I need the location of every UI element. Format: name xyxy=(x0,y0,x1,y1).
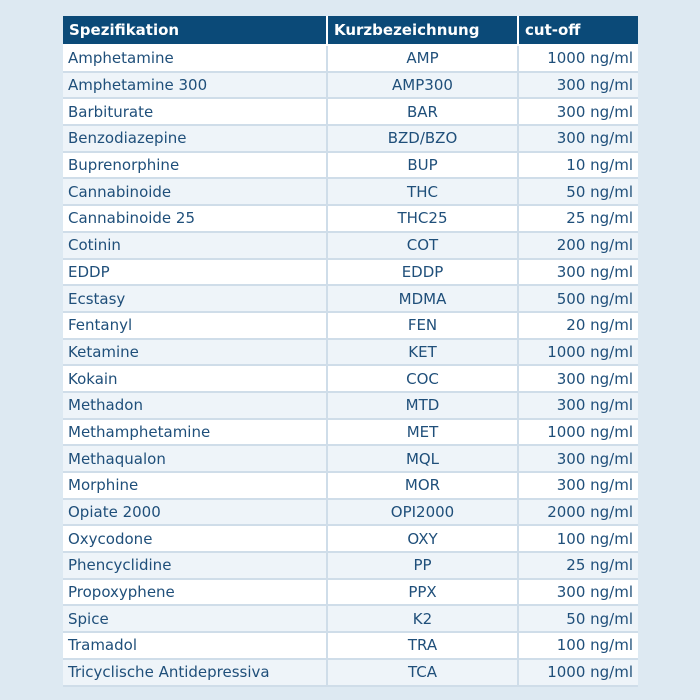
cell-cutoff: 300 ng/ml xyxy=(518,98,638,125)
table-row xyxy=(63,632,638,659)
cell-cutoff: 100 ng/ml xyxy=(518,632,638,659)
cell-abbreviation: BAR xyxy=(327,98,518,125)
cell-specification: Methadon xyxy=(63,392,327,419)
cell-abbreviation: MQL xyxy=(327,445,518,472)
cell-abbreviation: MOR xyxy=(327,472,518,499)
column-header-specification: Spezifikation xyxy=(63,16,327,45)
cell-abbreviation: COC xyxy=(327,365,518,392)
cell-cutoff: 1000 ng/ml xyxy=(518,45,638,72)
cell-abbreviation: BZD/BZO xyxy=(327,125,518,152)
cell-specification: Methaqualon xyxy=(63,445,327,472)
cell-specification: Barbiturate xyxy=(63,98,327,125)
table-row xyxy=(63,392,638,419)
table-row xyxy=(63,125,638,152)
cell-cutoff: 300 ng/ml xyxy=(518,365,638,392)
cell-specification: Buprenorphine xyxy=(63,152,327,179)
cell-cutoff: 200 ng/ml xyxy=(518,232,638,259)
cell-abbreviation: MDMA xyxy=(327,285,518,312)
cell-specification: Spice xyxy=(63,605,327,632)
cell-cutoff: 25 ng/ml xyxy=(518,552,638,579)
table-body xyxy=(63,45,638,686)
cell-specification: Benzodiazepine xyxy=(63,125,327,152)
cell-abbreviation: PP xyxy=(327,552,518,579)
table-row xyxy=(63,659,638,686)
cell-cutoff: 1000 ng/ml xyxy=(518,659,638,686)
cell-cutoff: 1000 ng/ml xyxy=(518,339,638,366)
cell-specification: Kokain xyxy=(63,365,327,392)
cell-abbreviation: K2 xyxy=(327,605,518,632)
cell-specification: Cannabinoide 25 xyxy=(63,205,327,232)
cell-cutoff: 2000 ng/ml xyxy=(518,499,638,526)
cell-specification: Ecstasy xyxy=(63,285,327,312)
cell-abbreviation: EDDP xyxy=(327,259,518,286)
cell-cutoff: 1000 ng/ml xyxy=(518,419,638,446)
table-row xyxy=(63,72,638,99)
table-header-row xyxy=(63,16,638,45)
cell-cutoff: 25 ng/ml xyxy=(518,205,638,232)
cell-abbreviation: AMP xyxy=(327,45,518,72)
cell-abbreviation: THC xyxy=(327,178,518,205)
column-header-abbreviation: Kurzbezeichnung xyxy=(327,16,518,45)
table-row xyxy=(63,445,638,472)
cell-specification: Oxycodone xyxy=(63,525,327,552)
drug-specification-table xyxy=(63,16,638,687)
cell-specification: Fentanyl xyxy=(63,312,327,339)
cell-abbreviation: KET xyxy=(327,339,518,366)
cell-specification: Cotinin xyxy=(63,232,327,259)
cell-abbreviation: AMP300 xyxy=(327,72,518,99)
cell-cutoff: 50 ng/ml xyxy=(518,605,638,632)
table-row xyxy=(63,579,638,606)
cell-cutoff: 20 ng/ml xyxy=(518,312,638,339)
cell-cutoff: 300 ng/ml xyxy=(518,472,638,499)
table-row xyxy=(63,285,638,312)
column-header-cutoff: cut-off xyxy=(518,16,638,45)
cell-abbreviation: PPX xyxy=(327,579,518,606)
cell-specification: Amphetamine xyxy=(63,45,327,72)
cell-abbreviation: FEN xyxy=(327,312,518,339)
cell-cutoff: 300 ng/ml xyxy=(518,125,638,152)
cell-cutoff: 100 ng/ml xyxy=(518,525,638,552)
cell-cutoff: 10 ng/ml xyxy=(518,152,638,179)
table-row xyxy=(63,339,638,366)
table-row xyxy=(63,259,638,286)
table-row xyxy=(63,98,638,125)
cell-cutoff: 300 ng/ml xyxy=(518,72,638,99)
drug-specification-table-container xyxy=(63,16,638,687)
cell-specification: EDDP xyxy=(63,259,327,286)
table-row xyxy=(63,605,638,632)
table-row xyxy=(63,472,638,499)
table-row xyxy=(63,499,638,526)
cell-cutoff: 300 ng/ml xyxy=(518,445,638,472)
cell-cutoff: 300 ng/ml xyxy=(518,579,638,606)
cell-abbreviation: OPI2000 xyxy=(327,499,518,526)
table-row xyxy=(63,205,638,232)
table-row xyxy=(63,178,638,205)
cell-cutoff: 500 ng/ml xyxy=(518,285,638,312)
cell-specification: Amphetamine 300 xyxy=(63,72,327,99)
cell-specification: Methamphetamine xyxy=(63,419,327,446)
cell-abbreviation: TRA xyxy=(327,632,518,659)
table-row xyxy=(63,232,638,259)
table-row xyxy=(63,45,638,72)
cell-abbreviation: OXY xyxy=(327,525,518,552)
cell-abbreviation: THC25 xyxy=(327,205,518,232)
cell-specification: Phencyclidine xyxy=(63,552,327,579)
cell-specification: Propoxyphene xyxy=(63,579,327,606)
cell-abbreviation: BUP xyxy=(327,152,518,179)
cell-specification: Tramadol xyxy=(63,632,327,659)
cell-specification: Morphine xyxy=(63,472,327,499)
cell-specification: Opiate 2000 xyxy=(63,499,327,526)
table-row xyxy=(63,419,638,446)
table-row xyxy=(63,312,638,339)
cell-cutoff: 300 ng/ml xyxy=(518,392,638,419)
cell-abbreviation: TCA xyxy=(327,659,518,686)
cell-abbreviation: MET xyxy=(327,419,518,446)
cell-specification: Ketamine xyxy=(63,339,327,366)
table-row xyxy=(63,365,638,392)
cell-specification: Cannabinoide xyxy=(63,178,327,205)
cell-specification: Tricyclische Antidepressiva xyxy=(63,659,327,686)
table-row xyxy=(63,552,638,579)
cell-cutoff: 300 ng/ml xyxy=(518,259,638,286)
cell-abbreviation: COT xyxy=(327,232,518,259)
cell-cutoff: 50 ng/ml xyxy=(518,178,638,205)
table-row xyxy=(63,152,638,179)
table-row xyxy=(63,525,638,552)
cell-abbreviation: MTD xyxy=(327,392,518,419)
